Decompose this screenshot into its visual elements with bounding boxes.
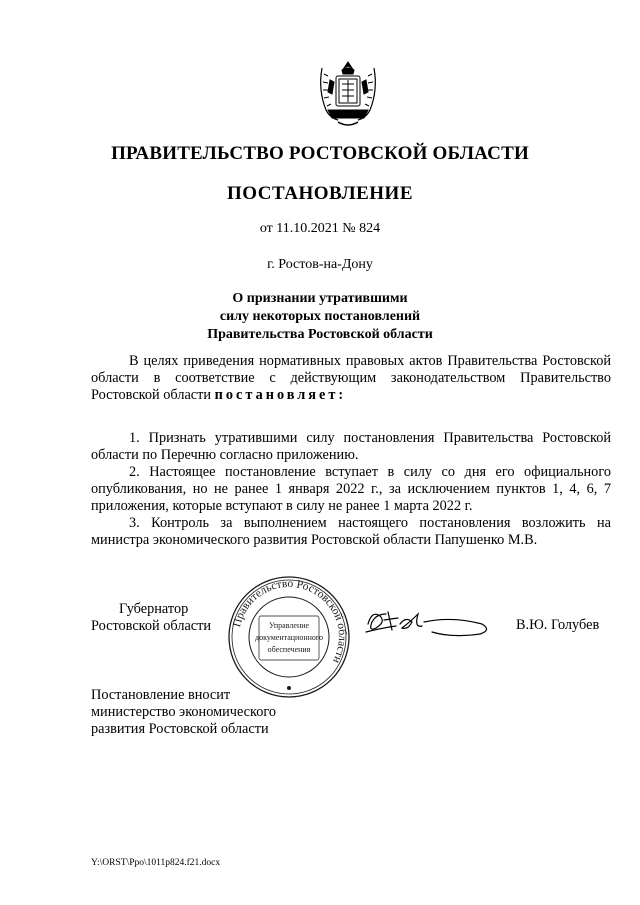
subject-line: Правительства Ростовской области xyxy=(207,327,433,342)
coat-of-arms-emblem xyxy=(316,60,380,130)
item-1: 1. Признать утратившими силу постановления Правительства Ростовской области по Перечню согласно приложению. xyxy=(91,430,611,463)
submitter-line: развития Ростовской области xyxy=(91,721,269,737)
stamp-inner-line: документационного xyxy=(255,633,323,642)
date-number-line: от 11.10.2021 № 824 xyxy=(259,221,381,236)
preamble-paragraph xyxy=(91,353,611,404)
subject-line: силу некоторых постановлений xyxy=(219,309,421,324)
official-stamp xyxy=(226,574,352,700)
stamp-inner-line: обеспечения xyxy=(267,645,311,654)
preamble-text: В целях приведения нормативных правовых актов Правительства Ростовской области в соответствие с действующим законодательством Правительство Ростовской области xyxy=(91,353,611,403)
government-name: ПРАВИТЕЛЬСТВО РОСТОВСКОЙ ОБЛАСТИ xyxy=(111,143,529,164)
submitted-by-note xyxy=(91,687,276,738)
submitter-line: министерство экономического xyxy=(91,704,277,720)
document-type: ПОСТАНОВЛЕНИЕ xyxy=(226,183,414,204)
handwritten-signature xyxy=(362,602,497,642)
subject-line: О признании утратившими xyxy=(232,291,408,306)
document-subject xyxy=(0,290,640,344)
file-path-footer: Y:\ORST\Ppo\1011p824.f21.docx xyxy=(91,858,221,868)
submitter-line: Постановление вносит xyxy=(91,687,231,703)
city-line: г. Ростов-на-Дону xyxy=(267,257,373,272)
position-line: Ростовской области xyxy=(91,618,212,634)
item-2: 2. Настоящее постановление вступает в силу со дня его официального опубликования, но не ранее 1 января 2022 г., за исключением пунктов 1, 4, 6, 7 приложения, которые вступают в силу не ранее 1 марта 2022 г. xyxy=(91,464,611,514)
decree-items xyxy=(91,430,611,549)
position-line: Губернатор xyxy=(119,601,189,617)
signatory-position xyxy=(91,601,211,635)
signatory-name: В.Ю. Голубев xyxy=(516,617,600,633)
stamp-inner-line: Управление xyxy=(268,621,310,630)
decree-word: постановляет: xyxy=(214,387,347,403)
item-3: 3. Контроль за выполнением настоящего постановления возложить на министра экономического развития Ростовской области Папушенко М.В. xyxy=(91,515,611,548)
stamp-ring-text: Правительство Ростовской области xyxy=(231,577,349,666)
